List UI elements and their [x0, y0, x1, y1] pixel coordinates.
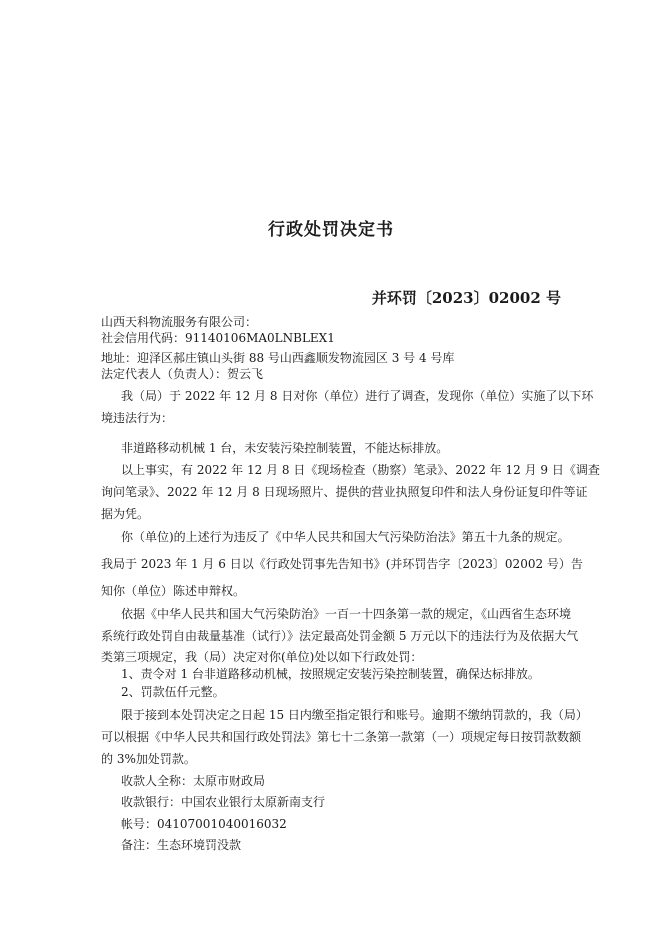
- paragraph-deadline-cont: 可以根据《中华人民共和国行政处罚法》第七十二条第一款第（一）项规定每日按罚款数额: [101, 730, 582, 744]
- penalty-item-2: 2、罚款伍仟元整。: [121, 685, 225, 699]
- paragraph-basis-cont: 系统行政处罚自由裁量基准（试行）》法定最高处罚金额 5 万元以下的违法行为及依据大气: [101, 629, 579, 643]
- paragraph-evidence: 以上事实，有 2022 年 12 月 8 日《现场检查（勘察）笔录》、2022 年 12 月 9 日《调查: [121, 463, 600, 477]
- paragraph-basis: 依据《中华人民共和国大气污染防治》一百一十四条第一款的规定，《山西省生态环境: [121, 607, 572, 621]
- paragraph-investigation: 我（局）于 2022 年 12 月 8 日对你（单位）进行了调查，发现你（单位）实施了以下环: [121, 389, 594, 403]
- paragraph-investigation-cont: 境违法行为：: [101, 411, 174, 425]
- party-address: 地址：迎泽区郝庄镇山头街 88 号山西鑫顺发物流园区 3 号 4 号库: [101, 351, 455, 365]
- credit-code: 社会信用代码：91140106MA0LNBLEX1: [101, 331, 335, 345]
- payee-bank: 收款银行：中国农业银行太原新南支行: [121, 795, 326, 809]
- paragraph-notice-cont: 知你（单位）陈述申辩权。: [101, 584, 246, 598]
- paragraph-deadline-end: 的 3%加处罚款。: [101, 752, 196, 766]
- penalty-item-1: 1、责令对 1 台非道路移动机械，按照规定安装污染控制装置，确保达标排放。: [121, 667, 540, 681]
- paragraph-notice: 我局于 2023 年 1 月 6 日以《行政处罚事先告知书》(并环罚告字〔2023〕02002 号）告: [101, 557, 583, 571]
- paragraph-basis-end: 类第三项规定，我（局）决定对你(单位)处以如下行政处罚：: [101, 650, 423, 664]
- payment-remark: 备注：生态环境罚没款: [121, 838, 242, 852]
- violation-description: 非道路移动机械 1 台，未安装污染控制装置，不能达标排放。: [121, 441, 449, 455]
- account-number: 帐号：04107001040016032: [121, 817, 287, 831]
- paragraph-evidence-end: 据为凭。: [101, 507, 150, 521]
- document-number: 并环罚〔2023〕02002 号: [371, 289, 561, 307]
- party-name: 山西天科物流服务有限公司：: [101, 315, 258, 329]
- page-title: 行政处罚决定书: [268, 220, 394, 240]
- paragraph-evidence-cont: 询问笔录》、2022 年 12 月 8 日现场照片、提供的营业执照复印件和法人身份证复印件等证: [101, 485, 588, 499]
- payee-name: 收款人全称：太原市财政局: [121, 774, 266, 788]
- paragraph-deadline: 限于接到本处罚决定之日起 15 日内缴至指定银行和账号。逾期不缴纳罚款的，我（局）: [121, 708, 588, 722]
- legal-representative: 法定代表人（负责人）：贺云飞: [101, 367, 264, 381]
- paragraph-violation-law: 你（单位)的上述行为违反了《中华人民共和国大气污染防治法》第五十九条的规定。: [121, 530, 570, 544]
